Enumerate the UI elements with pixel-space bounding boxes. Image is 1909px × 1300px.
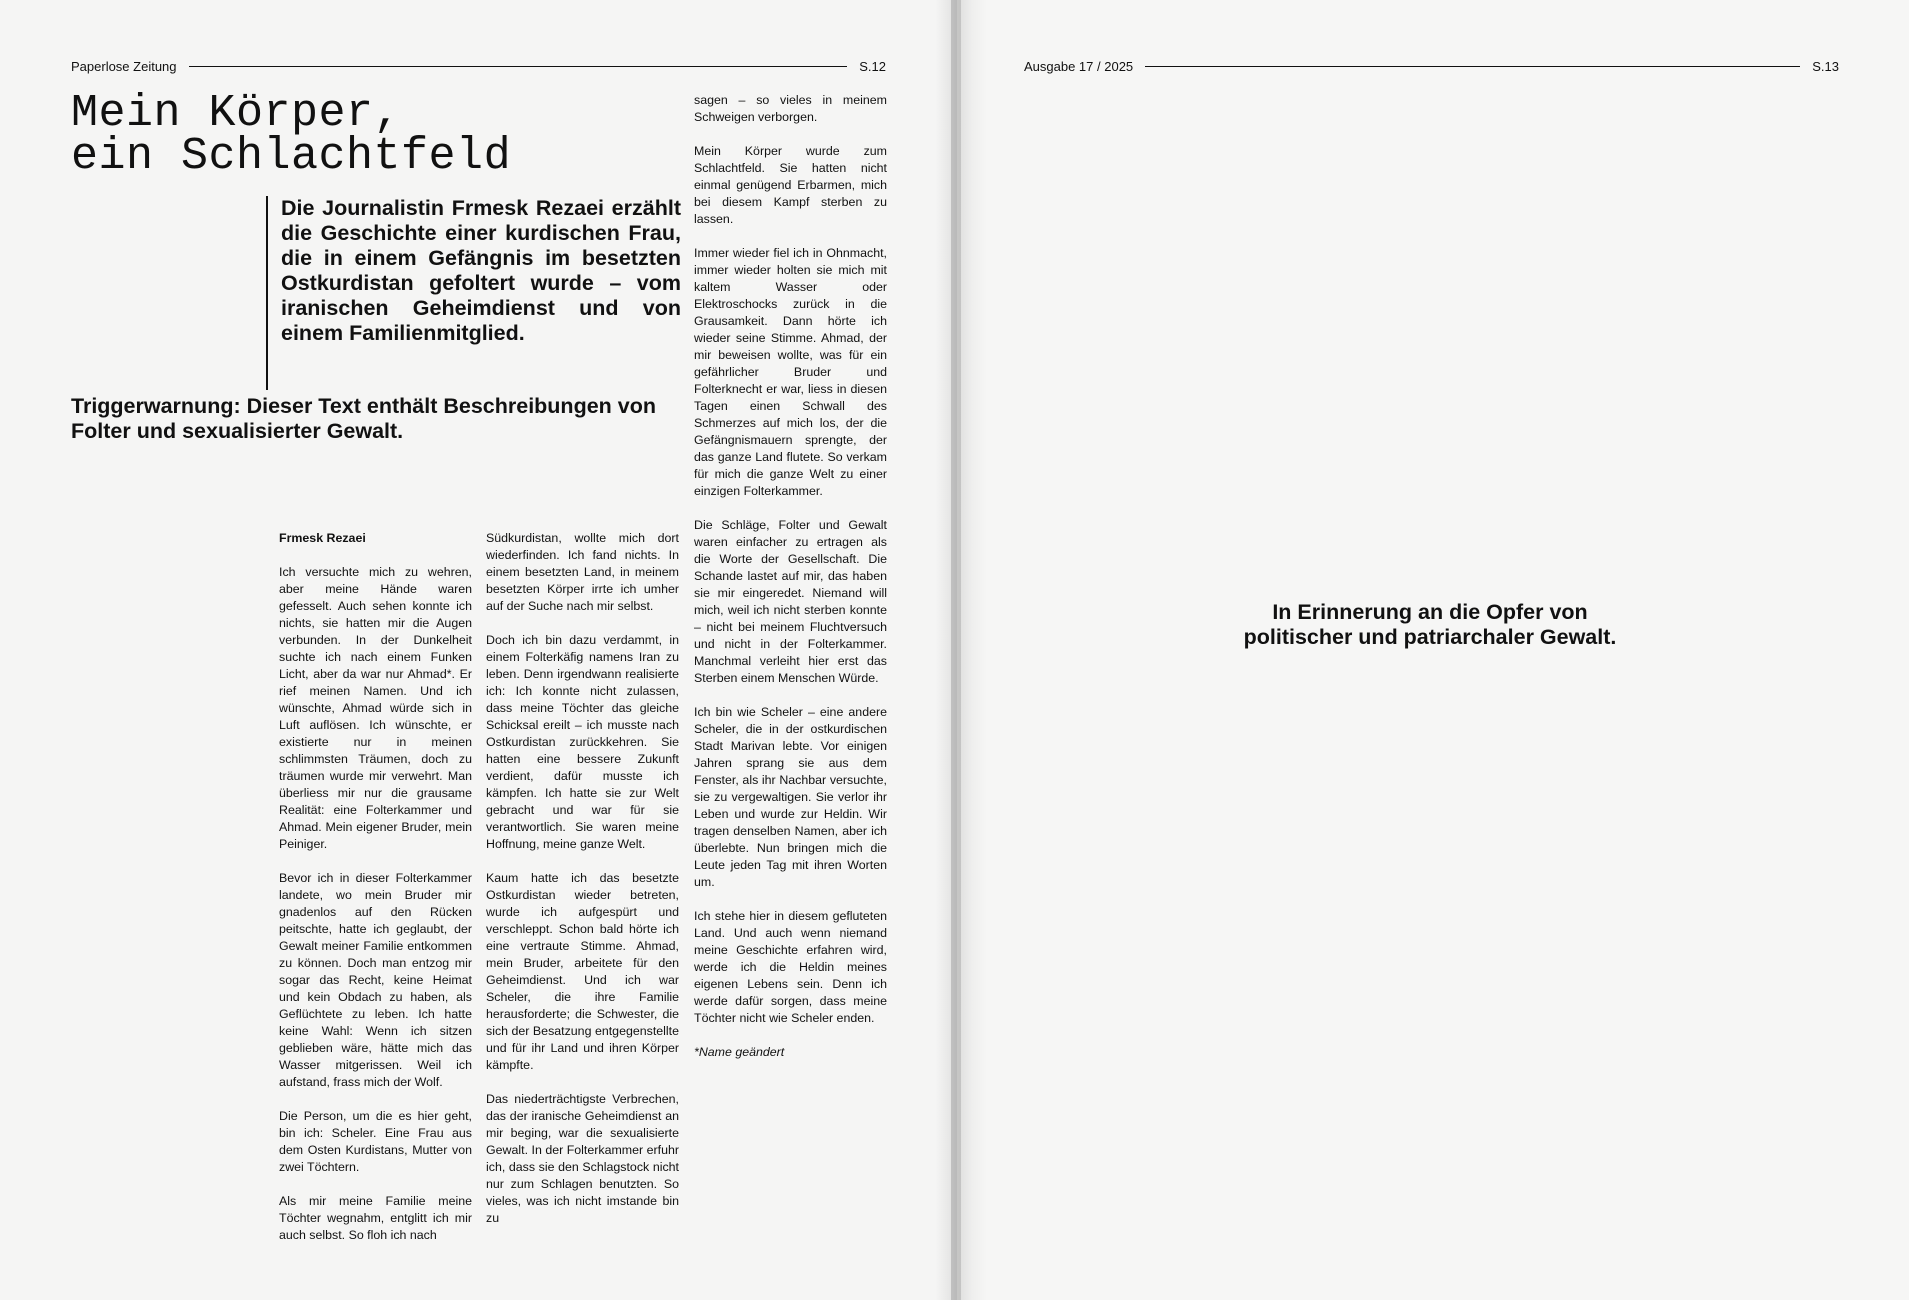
trigger-warning: Triggerwarnung: Dieser Text enthält Beschreibungen von Folter und sexualisierter Gewalt. bbox=[71, 394, 656, 443]
page-number: S.13 bbox=[1812, 58, 1839, 74]
memorial-dedication bbox=[1160, 600, 1700, 650]
title-line-2: ein Schlachtfeld bbox=[71, 131, 512, 182]
page-number: S.12 bbox=[859, 58, 886, 74]
issue-label: Ausgabe 17 / 2025 bbox=[1024, 58, 1134, 74]
text-column-1 bbox=[279, 530, 472, 1261]
paragraph: Ich bin wie Scheler – eine andere Scheler, die in der ostkurdischen Stadt Marivan lebte. Vor einigen Jahren sprang sie aus dem Fenster, als ihr Nachbar versuchte, sie zu vergewaltigen. Sie verlor ihr Leben und wurde zur Heldin. Wir tragen denselben Namen, aber ich überlebte. Nun bringen mich die Leute jeden Tag mit ihren Worten um. bbox=[694, 705, 887, 889]
paragraph: Als mir meine Familie meine Töchter wegnahm, entglitt ich mir auch selbst. So floh ich nach bbox=[279, 1194, 472, 1242]
paragraph: Südkurdistan, wollte mich dort wiederfinden. Ich fand nichts. In einem besetzten Land, in meinem besetzten Körper irrte ich umher auf der Suche nach mir selbst. bbox=[486, 531, 679, 613]
paragraph: Kaum hatte ich das besetzte Ostkurdistan wieder betreten, wurde ich aufgespürt und verschleppt. Schon bald hörte ich eine vertraute Stimme. Ahmad, mein Bruder, arbeitete für den Geheimdienst. Und ich war Scheler, die ihre Familie herausforderte; die Schwester, die sich der Besatzung entgegenstellte und für ihr Land und ihren Körper kämpfte. bbox=[486, 871, 679, 1072]
running-header-left bbox=[71, 58, 886, 74]
paragraph: Das niederträchtigste Verbrechen, das der iranische Geheimdienst an mir beging, war die sexualisierte Gewalt. In der Folterkammer erfuhr ich, dass sie den Schlagstock nicht nur zum Schlagen benutzten. So vieles, was ich nicht imstande bin zu bbox=[486, 1092, 679, 1225]
article-title bbox=[71, 88, 512, 182]
memorial-line-2: politischer und patriarchaler Gewalt. bbox=[1243, 625, 1617, 649]
footnote: *Name geändert bbox=[694, 1045, 785, 1059]
paragraph: sagen – so vieles in meinem Schweigen verborgen. bbox=[694, 93, 887, 124]
article-lead: Die Journalistin Frmesk Rezaei erzählt die Geschichte einer kurdischen Frau, die in einem Gefängnis im besetzten Ostkurdistan gefoltert wurde – vom iranischen Geheimdienst und von einem Familienmitglied. bbox=[266, 196, 681, 390]
text-column-2 bbox=[486, 530, 679, 1244]
publication-name: Paperlose Zeitung bbox=[71, 58, 177, 74]
paragraph: Doch ich bin dazu verdammt, in einem Folterkäfig namens Iran zu leben. Denn irgendwann realisierte ich: Ich konnte nicht zulassen, dass meine Töchter das gleiche Schicksal ereilt – ich musste nach Ostkurdistan zurückkehren. Sie hatten eine bessere Zukunft verdient, dafür musste ich kämpfen. Ich hatte sie zur Welt gebracht und war für sie verantwortlich. Sie waren meine Hoffnung, meine ganze Welt. bbox=[486, 633, 679, 851]
memorial-line-1: In Erinnerung an die Opfer von bbox=[1272, 600, 1588, 624]
running-header-right bbox=[1024, 58, 1839, 74]
text-column-3 bbox=[694, 92, 887, 1078]
header-rule bbox=[1145, 66, 1800, 67]
author-byline: Frmesk Rezaei bbox=[279, 531, 366, 545]
paragraph: Immer wieder fiel ich in Ohnmacht, immer wieder holten sie mich mit kaltem Wasser oder Elektroschocks zurück in die Grausamkeit. Dann hörte ich wieder seine Stimme. Ahmad, der mir beweisen wollte, was für ein gefährlicher Bruder und Folterknecht er war, liess in diesen Tagen einen Schwall des Schmerzes auf mich los, der die Gefängnismauern sprengte, der das ganze Land flutete. So verkam für mich die ganze Welt zu einer einzigen Folterkammer. bbox=[694, 246, 887, 498]
paragraph: Mein Körper wurde zum Schlachtfeld. Sie hatten nicht einmal genügend Erbarmen, mich bei diesem Kampf sterben zu lassen. bbox=[694, 144, 887, 226]
right-page bbox=[957, 0, 1909, 1300]
title-line-1: Mein Körper, bbox=[71, 88, 402, 139]
paragraph: Bevor ich in dieser Folterkammer landete, wo mein Bruder mir gnadenlos auf den Rücken peitschte, hatte ich geglaubt, der Gewalt meiner Familie entkommen zu können. Doch man entzog mir sogar das Recht, keine Heimat und kein Obdach zu haben, als Geflüchtete zu leben. Ich hatte keine Wahl: Wenn ich sitzen geblieben wäre, hätte mich das Wasser mitgerissen. Weil ich aufstand, frass mich der Wolf. bbox=[279, 871, 472, 1089]
left-page bbox=[0, 0, 951, 1300]
paragraph: Die Person, um die es hier geht, bin ich: Scheler. Eine Frau aus dem Osten Kurdistans, Mutter von zwei Töchtern. bbox=[279, 1109, 472, 1174]
paragraph: Ich versuchte mich zu wehren, aber meine Hände waren gefesselt. Auch sehen konnte ich nichts, sie hatten mir die Augen verbunden. In der Dunkelheit suchte ich nach einem Funken Licht, aber da war nur Ahmad*. Er rief meinen Namen. Und ich wünschte, Ahmad würde sich in Luft auflösen. Ich wünschte, er existierte nur in meinen schlimmsten Träumen, doch zu träumen wurde mir verwehrt. Man überliess mir nur die grausame Realität: eine Folterkammer und Ahmad. Mein eigener Bruder, mein Peiniger. bbox=[279, 565, 472, 851]
paragraph: Ich stehe hier in diesem gefluteten Land. Und auch wenn niemand meine Geschichte erfahren wird, werde ich die Heldin meines eigenen Lebens sein. Denn ich werde dafür sorgen, dass meine Töchter nicht wie Scheler enden. bbox=[694, 909, 887, 1025]
paragraph: Die Schläge, Folter und Gewalt waren einfacher zu ertragen als die Worte der Gesellschaft. Die Schande lastet auf mir, das haben sie mir eingeredet. Niemand will mich, weil ich nicht sterben konnte – nicht bei meinem Fluchtversuch und nicht in der Folterkammer. Manchmal verleiht hier erst das Sterben einem Menschen Würde. bbox=[694, 518, 887, 685]
header-rule bbox=[189, 66, 848, 67]
